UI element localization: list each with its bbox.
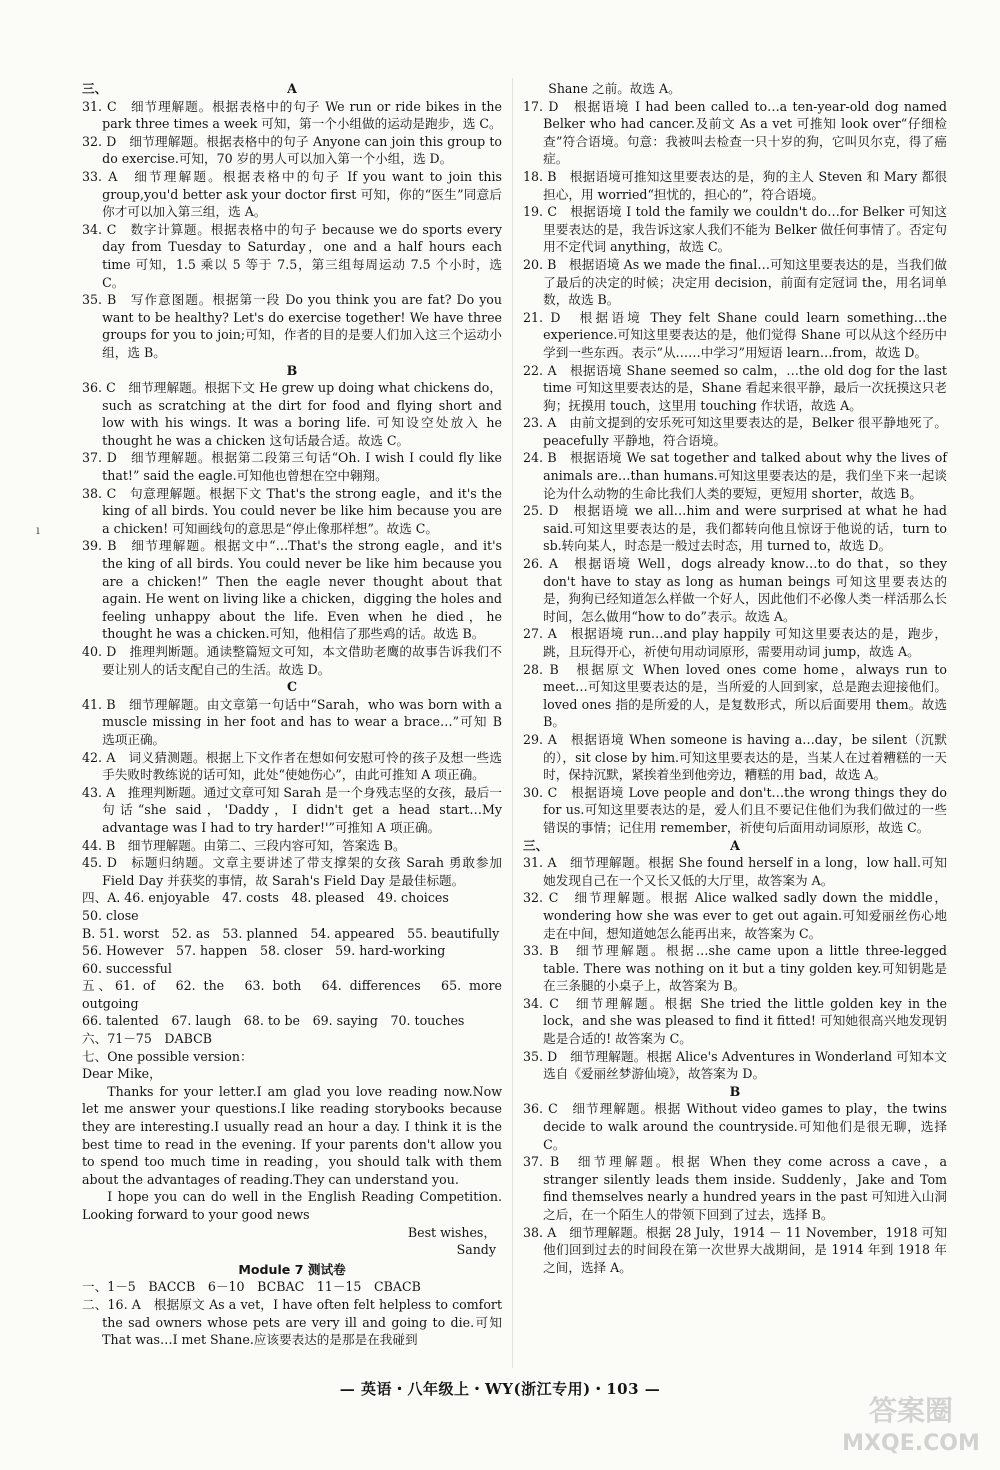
section-number: 三、 xyxy=(523,837,549,853)
watermark-logo xyxy=(836,1388,986,1458)
answer-item: 29. A 根据语境 When someone is having a…day，be silent（沉默的），sit close by him.可知这里要表达的是，当某人在过着糟糕的一天时，保持沉默，紧挨着坐到他旁边，糟糕的用 bad，故选 A。 xyxy=(523,731,947,783)
section-part-label: A xyxy=(287,81,297,96)
answer-item: 17. D 根据语境 I had been called to…a ten-year-old dog named Belker who had cancer.及前文 As a vet 可推知 look over“仔细检查”符合语境。句意：我被叫去检查一只十岁的狗，它叫贝尔克，得了癌症。 xyxy=(523,98,947,167)
answer-item: 45. D 标题归纳题。文章主要讲述了带支撑架的女孩 Sarah 勇敢参加 Field Day 并获奖的事情，故 Sarah's Field Day 是最佳标题。 xyxy=(82,855,502,888)
answer-item: 36. C 细节理解题。根据下文 He grew up doing what chickens do，such as scratching at the dirt for food and flying short and low with his wings. It was a boring life. 可知设空处放入 he thought he was a chicken 这句话最合适。故选 C。 xyxy=(82,380,502,448)
answer-line: 56. However 57. happen 58. closer 59. hard-working xyxy=(82,943,446,959)
answer-item: 36. C 细节理解题。根据 Without video games to play，the twins decide to walk around the countryside.可知他们是很无聊，选择 C。 xyxy=(523,1101,947,1152)
answer-item: 24. B 根据语境 We sat together and talked about why the lives of animals are…than humans.可知这里要表达的是，我们坐下来一起谈论为什么动物的生命比我们人类的要短，更短用 shorter，故选 B。 xyxy=(523,450,947,501)
letter-signoff: Best wishes， xyxy=(407,1224,496,1240)
answer-line: 四、A. 46. enjoyable 47. costs 48. pleased 49. choices xyxy=(82,890,449,906)
section-heading xyxy=(82,80,502,98)
answer-line: 六、71－75 DABCB xyxy=(82,1031,212,1047)
section-number: 三、 xyxy=(82,81,108,96)
answer-item: 19. C 根据语境 I told the family we couldn't do…for Belker 可知这里要表达的是，我告诉这家人我们不能为 Belker 做任何事情了。否定句用不定代词 anything，故选 C。 xyxy=(523,204,947,255)
answer-item: 28. B 根据原文 When loved ones come home，always run to meet…可知这里要表达的是，当所爱的人回到家，总是跑去迎接他们。loved ones 指的是所爱的人，是复数形式，所以后面要用 them。故选 B。 xyxy=(523,661,947,730)
answer-item: 34. C 细节理解题。根据 She tried the little golden key in the lock，and she was pleased to find it fitted! 可知她很高兴地发现钥匙是合适的! 故答案为 C。 xyxy=(523,995,947,1047)
answer-line: B. 51. worst 52. as 53. planned 54. appeared 55. beautifully xyxy=(82,925,500,941)
answer-item: 41. B 细节理解题。由文章第一句话中“Sarah，who was born with a muscle missing in her foot and has to wear a brace…”可知 B 选项正确。 xyxy=(82,696,502,747)
margin-mark: ı xyxy=(36,523,40,537)
answer-item: 22. A 根据语境 Shane seemed so calm，…the old dog for the last time 可知这里要表达的是，Shane 看起来很平静，最后一次抚摸这只老狗；抚摸用 touch，这里用 touching 作状语，故选 A。 xyxy=(523,362,947,413)
paragraph: Shane 之前。故选 A。 xyxy=(548,81,681,96)
answer-item: 37. B 细节理解题。根据 When they come across a cave，a stranger silently leads them inside. Suddenly，Jake and Tom find themselves nearly a hundred years in the past 可知进入山洞之后，在一个陌生人的带领下回到了过去，选择 B。 xyxy=(523,1154,947,1222)
answer-item: 35. B 写作意图题。根据第一段 Do you think you are fat? Do you want to be healthy? Let's do exercise together! We have three groups for you to join;可知，作者的目的是要人们加入这三个运动小组，选 B。 xyxy=(82,292,502,360)
right-column xyxy=(523,80,947,1276)
answer-item: 35. D 细节理解题。根据 Alice's Adventures in Wonderland 可知本文选自《爱丽丝梦游仙境》，故答案为 D。 xyxy=(523,1048,947,1082)
answer-line: Dear Mike， xyxy=(82,1066,162,1082)
answer-line: 一、1－5 BACCB 6－10 BCBAC 11－15 CBACB xyxy=(82,1279,421,1295)
left-column xyxy=(82,80,502,1349)
answer-item: 27. A 根据语境 run…and play happily 可知这里要表达的是，跑步，跳，且玩得开心，祈使句用动词原形，需要用动词 jump，故选 A。 xyxy=(523,626,947,659)
module-title: Module 7 测试卷 xyxy=(238,1261,346,1277)
answer-item: 39. B 细节理解题。根据文中“…That's the strong eagle，and it's the king of all birds. You could never be like him because you are a chicken!” Then the eagle never thought about that again. He went on living like a chicken，digging the holes and feeling unhappy about the life. Even when he died，he thought he was a chicken.可知，他相信了那些鸡的话。故选 B。 xyxy=(82,538,502,642)
answer-line: 五、61. of 62. the 63. both 64. differences 65. more outgoing xyxy=(82,978,502,1011)
answer-item: 33. B 细节理解题。根据…she came upon a little three-legged table. There was nothing on it but a tiny golden key.可知钥匙是在三条腿的小桌子上，故答案为 B。 xyxy=(523,943,947,994)
page-footer: — 英语・八年级上・WY(浙江专用)・103 — xyxy=(339,1380,661,1398)
answer-item: 32. C 细节理解题。根据 Alice walked sadly down the middle，wondering how she was ever to get out again.可知爱丽丝伤心地走在中间，想知道她怎么能再出来，故答案为 C。 xyxy=(523,890,947,941)
answer-item: 18. B 根据语境可推知这里要表达的是，狗的主人 Steven 和 Mary 都很担心，用 worried“担忧的，担心的”，符合语境。 xyxy=(523,168,947,202)
answer-item: 30. C 根据语境 Love people and don't…the wrong things they do for us.可知这里要表达的是，爱人们且不要记住他们为我们做过的一些错误的事情；记住用 remember，祈使句后面用动词原形，故选 C。 xyxy=(523,784,947,835)
answer-line: 66. talented 67. laugh 68. to be 69. saying 70. touches xyxy=(82,1013,465,1029)
answer-item: 38. A 细节理解题。根据 28 July，1914 － 11 November，1918 可知他们回到过去的时间段在第一次世界大战期间，是 1914 年到 1918 年之间，选择 A。 xyxy=(523,1224,947,1275)
answer-line: 七、One possible version： xyxy=(82,1048,253,1064)
answer-item: 23. A 由前文提到的安乐死可知这里要表达的是，Belker 很平静地死了。peacefully 平静地，符合语境。 xyxy=(523,415,947,448)
part-heading: B xyxy=(729,1083,741,1099)
answer-item: 31. A 细节理解题。根据 She found herself in a long，low hall.可知她发现自己在一个又长又低的大厅里，故答案为 A。 xyxy=(523,855,947,888)
answer-item: 33. A 细节理解题。根据表格中的句子 If you want to join this group,you'd better ask your doctor first 可知，你的“医生”同意后你才可以加入第三组，选 A。 xyxy=(82,168,502,220)
letter-signoff: Sandy xyxy=(456,1242,496,1258)
answer-item: 二、16. A 根据原文 As a vet，I have often felt helpless to comfort the sad owners whose pets are very ill and going to die.可知 That was…I met Shane.应该要表达的是那是在我碰到 xyxy=(82,1296,502,1348)
answer-line: 60. successful xyxy=(82,960,172,976)
answer-item: 44. B 细节理解题。由第二、三段内容可知，答案选 B。 xyxy=(82,837,406,853)
paragraph: I hope you can do well in the English Reading Competition. Looking forward to your good news xyxy=(82,1189,502,1222)
answer-item: 32. D 细节理解题。根据表格中的句子 Anyone can join this group to do exercise.可知，70 岁的男人可以加入第一个小组，选 D。 xyxy=(82,133,502,167)
watermark-text-1: 答案圈 xyxy=(868,1394,954,1427)
answer-item: 40. D 推理判断题。通读整篇短文可知，本文借助老鹰的故事告诉我们不要让别人的话支配自己的生活。故选 D。 xyxy=(82,644,502,677)
section-heading xyxy=(523,837,947,855)
paragraph: Thanks for your letter.I am glad you love reading now.Now let me answer your questions.I like reading storybooks because they are interesting.I usually read an hour a day. I think it is the best time to read in the evening. If your parents don't allow you to spend too much time in reading，you should talk with them about the advantages of reading.They can understand you. xyxy=(82,1083,502,1187)
section-part-label: A xyxy=(730,837,740,853)
answer-item: 37. D 细节理解题。根据第二段第三句话“Oh. I wish I could fly like that!” said the eagle.可知他也曾想在空中翱翔。 xyxy=(82,450,502,484)
answer-item: 34. C 数字计算题。根据表格中的句子 because we do sports every day from Tuesday to Saturday，one and a half hours each time 可知，1.5 乘以 5 等于 7.5，第三组每周运动 7.5 个小时，选 C。 xyxy=(82,221,502,290)
answer-item: 26. A 根据语境 Well，dogs already know…to do that，so they don't have to stay as long as human beings 可知这里要表达的是，狗狗已经知道怎么样做一个好人，因此他们不必像人类一样活那么长时间，怎么做用“how to do”表示。故选 A。 xyxy=(523,556,947,624)
answer-item: 25. D 根据语境 we all…him and were surprised at what he had said.可知这里要表达的是，我们都转向他且惊讶于他说的话，turn to sb.转向某人，时态是一般过去时态，用 turned to，故选 D。 xyxy=(523,503,947,554)
part-heading: C xyxy=(286,679,298,695)
answer-item: 31. C 细节理解题。根据表格中的句子 We run or ride bikes in the park three times a week 可知，第一个小组做的运动是跑步，选 C。 xyxy=(82,98,502,132)
answer-item: 21. D 根据语境 They felt Shane could learn something…the experience.可知这里要表达的是，他们觉得 Shane 可以从这个经历中学到一些东西。表示“从……中学习”用短语 learn…from，故选 D。 xyxy=(523,309,947,360)
part-heading: B xyxy=(286,362,298,378)
answer-item: 38. C 句意理解题。根据下文 That's the strong eagle，and it's the king of all birds. You could never be like him because you are a chicken! 可知画线句的意思是“停止像那样想”。故选 C。 xyxy=(82,485,502,536)
watermark-text-2: MXQE.COM xyxy=(842,1431,980,1456)
answer-item: 42. A 词义猜测题。根据上下文作者在想如何安慰可怜的孩子及想一些选手失败时教练说的话可知，此处“使她伤心”，由此可推知 A 项正确。 xyxy=(82,749,502,783)
answer-item: 43. A 推理判断题。通过文章可知 Sarah 是一个身残志坚的女孩，最后一句话“she said，'Daddy，I didn't get a head start…My advantage was I had to try harder!'”可推知 A 项正确。 xyxy=(82,784,502,835)
answer-item: 20. B 根据语境 As we made the final…可知这里要表达的是，当我们做了最后的决定的时候；决定用 decision，前面有定冠词 the，用名词单数，故选 B。 xyxy=(523,256,947,308)
answer-line: 50. close xyxy=(82,907,139,923)
column-divider xyxy=(512,78,513,1368)
